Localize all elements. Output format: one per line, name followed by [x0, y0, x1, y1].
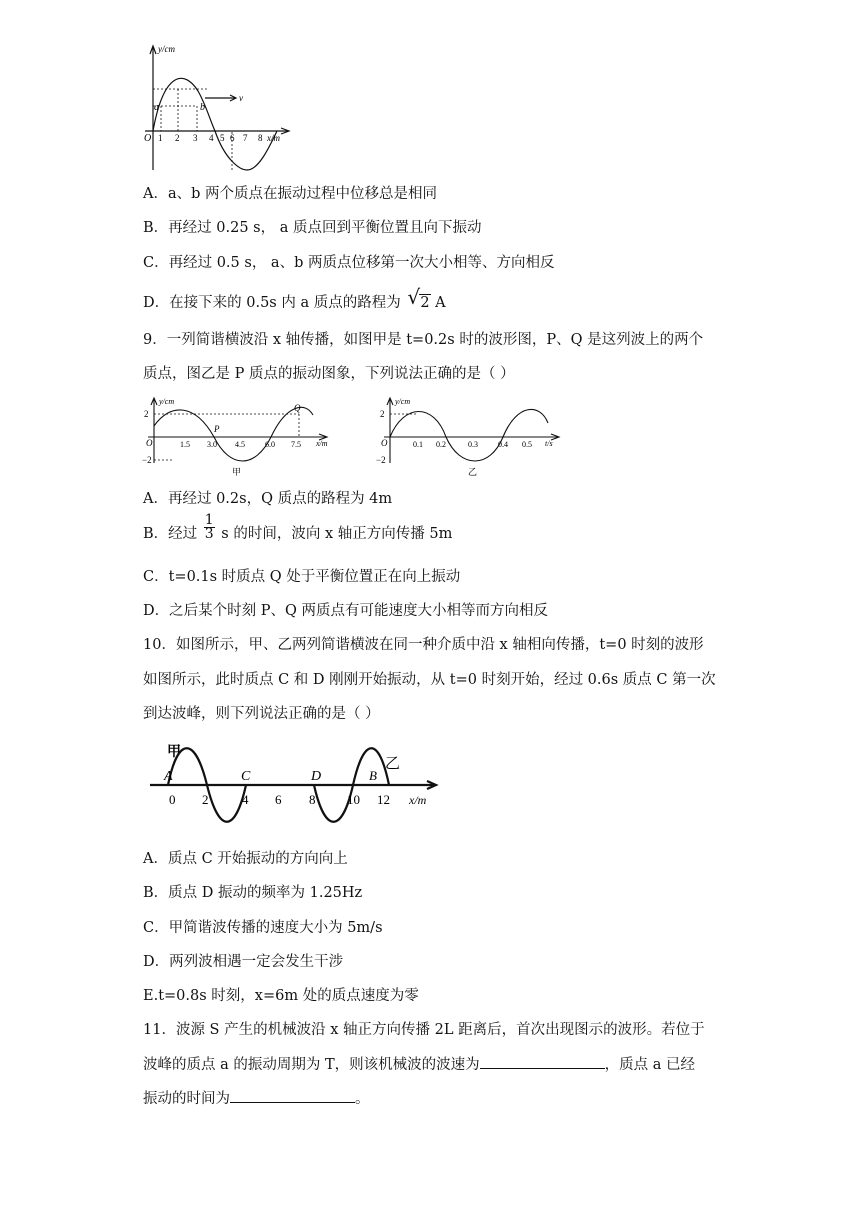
- fig10-point-a: A: [164, 769, 173, 784]
- fig10-tick: 12: [377, 792, 390, 807]
- q11-line2-post: ，质点 a 已经: [604, 1057, 696, 1073]
- q11-line2-pre: 波峰的质点 a 的振动周期为 T，则该机械波的波速为: [143, 1057, 480, 1073]
- q10-stem-line1: 10．如图所示，甲、乙两列简谐横波在同一种介质中沿 x 轴相向传播，t=0 时刻的波形: [143, 637, 704, 653]
- q10-stem-line2: 如图所示，此时质点 C 和 D 刚刚开始振动，从 t=0 时刻开始，经过 0.6s 质点 C 第一次: [143, 672, 716, 688]
- q8-option-d: [143, 285, 446, 313]
- fig9a-tick: 1.5: [180, 440, 190, 449]
- fig8-tick: 4: [209, 133, 214, 143]
- sqrt-symbol: √ 2: [407, 285, 430, 311]
- fig10-point-c: C: [241, 769, 251, 784]
- answer-blank-vibration-time[interactable]: [230, 1088, 355, 1103]
- q8-wave-figure: [140, 40, 300, 175]
- q10-option-c: C．甲简谐波传播的速度大小为 5m/s: [143, 920, 383, 936]
- q9-wave-figure-yi: [372, 395, 572, 477]
- q11-line3: [143, 1088, 370, 1109]
- fig10-tick: 6: [275, 792, 282, 807]
- q8-option-c: C．再经过 0.5 s， a、b 两质点位移第一次大小相等、方向相反: [143, 255, 555, 271]
- q8-option-d-unit: A: [435, 295, 446, 311]
- q9-stem-line1: 9．一列简谐横波沿 x 轴传播，如图甲是 t=0.2s 时的波形图，P、Q 是这列波上的两个: [143, 332, 704, 348]
- fig10-point-d: D: [311, 769, 322, 784]
- fraction: [204, 511, 215, 542]
- q9-stem-line2: 质点，图乙是 P 质点的振动图象，下列说法正确的是（ ）: [143, 366, 515, 382]
- q10-stem-line3: 到达波峰，则下列说法正确的是（ ）: [143, 706, 380, 722]
- fig9a-y-bot: −2: [142, 455, 152, 465]
- q11-line2: [143, 1054, 695, 1075]
- fig8-tick: 6: [230, 133, 235, 143]
- fig9a-tick: 3.0: [207, 440, 217, 449]
- fig8-tick: 8: [258, 133, 263, 143]
- fig8-origin: O: [144, 133, 152, 144]
- answer-blank-wave-speed[interactable]: [480, 1054, 605, 1069]
- q11-line3-post: 。: [355, 1091, 370, 1107]
- fig9b-tick: 0.4: [498, 440, 508, 449]
- fig9b-origin: O: [381, 438, 388, 448]
- fig8-point-a: a: [154, 102, 159, 113]
- fig10-x-label: x/m: [409, 793, 427, 807]
- q9-option-b: [143, 511, 453, 544]
- fig9a-caption: 甲: [232, 467, 242, 477]
- fig9b-caption: 乙: [468, 467, 478, 477]
- fig9a-tick: 4.5: [235, 440, 245, 449]
- q9-option-c: C．t=0.1s 时质点 Q 处于平衡位置正在向上振动: [143, 569, 461, 585]
- fig9b-y-label: y/cm: [395, 397, 411, 406]
- fraction-denominator: 3: [204, 525, 214, 542]
- fig10-tick: 2: [202, 792, 209, 807]
- fig8-y-label: y/cm: [158, 44, 175, 54]
- fig9a-point-p: P: [214, 424, 220, 434]
- fig9a-tick: 7.5: [291, 440, 301, 449]
- q8-option-d-text: D．在接下来的 0.5s 内 a 质点的路程为: [143, 295, 401, 311]
- q9-wave-figure-jia: [140, 395, 340, 477]
- fig9b-tick: 0.2: [436, 440, 446, 449]
- fig8-point-b: b: [200, 102, 205, 113]
- fig9b-tick: 0.1: [413, 440, 423, 449]
- fig8-v-label: v: [239, 93, 243, 103]
- fig9a-point-q: Q: [294, 403, 301, 413]
- fig8-x-label: x/m: [267, 133, 280, 143]
- fig9a-tick: 6.0: [265, 440, 275, 449]
- q9-option-b-pre: B．经过: [143, 526, 198, 542]
- q8-option-b: B．再经过 0.25 s， a 质点回到平衡位置且向下振动: [143, 220, 482, 236]
- fig8-tick: 3: [193, 133, 198, 143]
- q10-wave-figure: [145, 738, 445, 840]
- fig10-tick: 0: [169, 792, 176, 807]
- fig9b-x-label: t/s: [545, 439, 553, 448]
- fraction-numerator: 1: [204, 511, 214, 528]
- q9-option-a: A．再经过 0.2s，Q 质点的路程为 4m: [143, 491, 393, 507]
- fig8-tick: 2: [175, 133, 180, 143]
- fig10-yi: 乙: [385, 756, 401, 772]
- fig10-point-b: B: [369, 768, 377, 783]
- fig9a-x-label: x/m: [316, 439, 328, 448]
- fig9b-y-bot: −2: [376, 455, 386, 465]
- q10-option-a: A．质点 C 开始振动的方向向上: [143, 851, 348, 867]
- q11-line3-pre: 振动的时间为: [143, 1091, 230, 1107]
- fig8-tick: 5: [220, 133, 225, 143]
- fig9a-y-label: y/cm: [159, 397, 175, 406]
- fig8-tick: 7: [243, 133, 248, 143]
- q10-option-d: D．两列波相遇一定会发生干涉: [143, 954, 344, 970]
- q9-option-d: D．之后某个时刻 P、Q 两质点有可能速度大小相等而方向相反: [143, 603, 548, 619]
- q11-line1: 11．波源 S 产生的机械波沿 x 轴正方向传播 2L 距离后，首次出现图示的波形。若位于: [143, 1022, 705, 1038]
- fig10-tick: 8: [309, 792, 316, 807]
- fig9a-y-top: 2: [144, 409, 149, 419]
- fig8-tick: 1: [158, 133, 163, 143]
- fig10-tick: 4: [242, 792, 249, 807]
- fig10-tick: 10: [347, 792, 360, 807]
- fig9b-y-top: 2: [380, 409, 385, 419]
- q10-option-b: B．质点 D 振动的频率为 1.25Hz: [143, 885, 363, 901]
- sqrt-arg: 2: [420, 295, 430, 311]
- q8-option-a: A．a、b 两个质点在振动过程中位移总是相同: [143, 186, 438, 202]
- fig9a-origin: O: [146, 438, 153, 448]
- q10-option-e: E.t=0.8s 时刻，x=6m 处的质点速度为零: [143, 988, 419, 1004]
- fig9b-tick: 0.5: [522, 440, 532, 449]
- fig9b-tick: 0.3: [468, 440, 478, 449]
- q9-option-b-post: s 的时间，波向 x 轴正方向传播 5m: [221, 526, 453, 542]
- fig10-jia: 甲: [167, 745, 181, 760]
